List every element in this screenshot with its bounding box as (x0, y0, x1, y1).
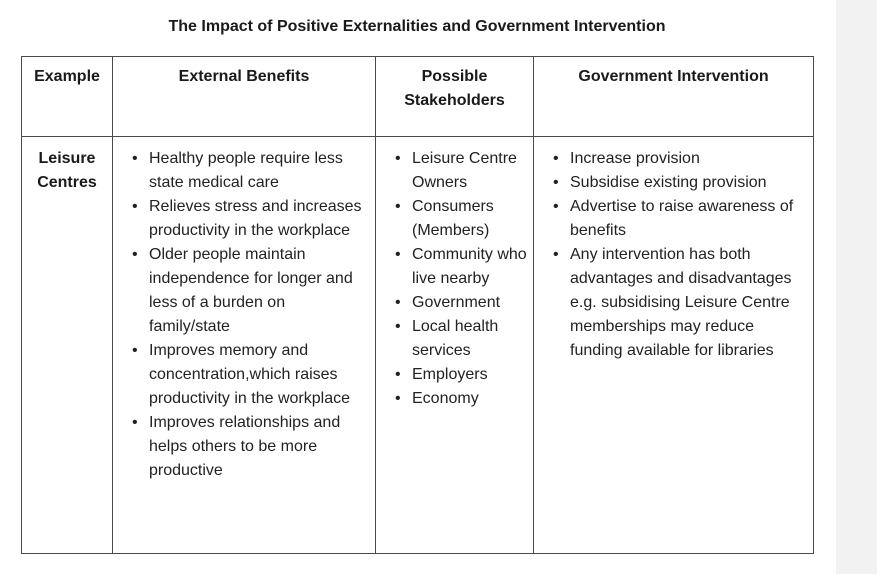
table-header-row (22, 57, 814, 137)
list-item: • Subsidise existing provision (570, 171, 807, 195)
list-item: • Leisure Centre Owners (412, 147, 527, 195)
list-item: • Relieves stress and increases productivity in the workplace (149, 195, 369, 243)
list-item: • Advertise to raise awareness of benefits (570, 195, 807, 243)
list-item: • Improves relationships and helps others to be more productive (149, 411, 369, 483)
table-row (22, 137, 814, 554)
list-item: • Any intervention has both advantages and disadvantages e.g. subsidising Leisure Centre memberships may reduce funding available for libraries (570, 243, 807, 363)
list-item: • Improves memory and concentration,which raises productivity in the workplace (149, 339, 369, 411)
list-item: • Local health services (412, 315, 527, 363)
list-item: • Community who live nearby (412, 243, 527, 291)
list-item: • Increase provision (570, 147, 807, 171)
list-item: • Economy (412, 387, 527, 411)
stakeholders-list (382, 147, 527, 411)
example-cell (22, 137, 113, 554)
list-item: • Consumers (Members) (412, 195, 527, 243)
external-benefits-list (119, 147, 369, 483)
stakeholders-cell (376, 137, 534, 554)
government-intervention-list (540, 147, 807, 363)
page-title: The Impact of Positive Externalities and Government Intervention (168, 18, 666, 35)
example-label: Leisure Centres (37, 150, 97, 191)
impact-table (21, 56, 814, 554)
external-benefits-cell (113, 137, 376, 554)
side-panel-strip (836, 0, 877, 574)
header-example: Example (22, 57, 113, 137)
list-item: • Employers (412, 363, 527, 387)
list-item: • Older people maintain independence for longer and less of a burden on family/state (149, 243, 369, 339)
government-intervention-cell (534, 137, 814, 554)
header-external-benefits: External Benefits (113, 57, 376, 137)
header-possible-stakeholders: Possible Stakeholders (376, 57, 534, 137)
list-item: • Healthy people require less state medical care (149, 147, 369, 195)
list-item: • Government (412, 291, 527, 315)
header-government-intervention: Government Intervention (534, 57, 814, 137)
